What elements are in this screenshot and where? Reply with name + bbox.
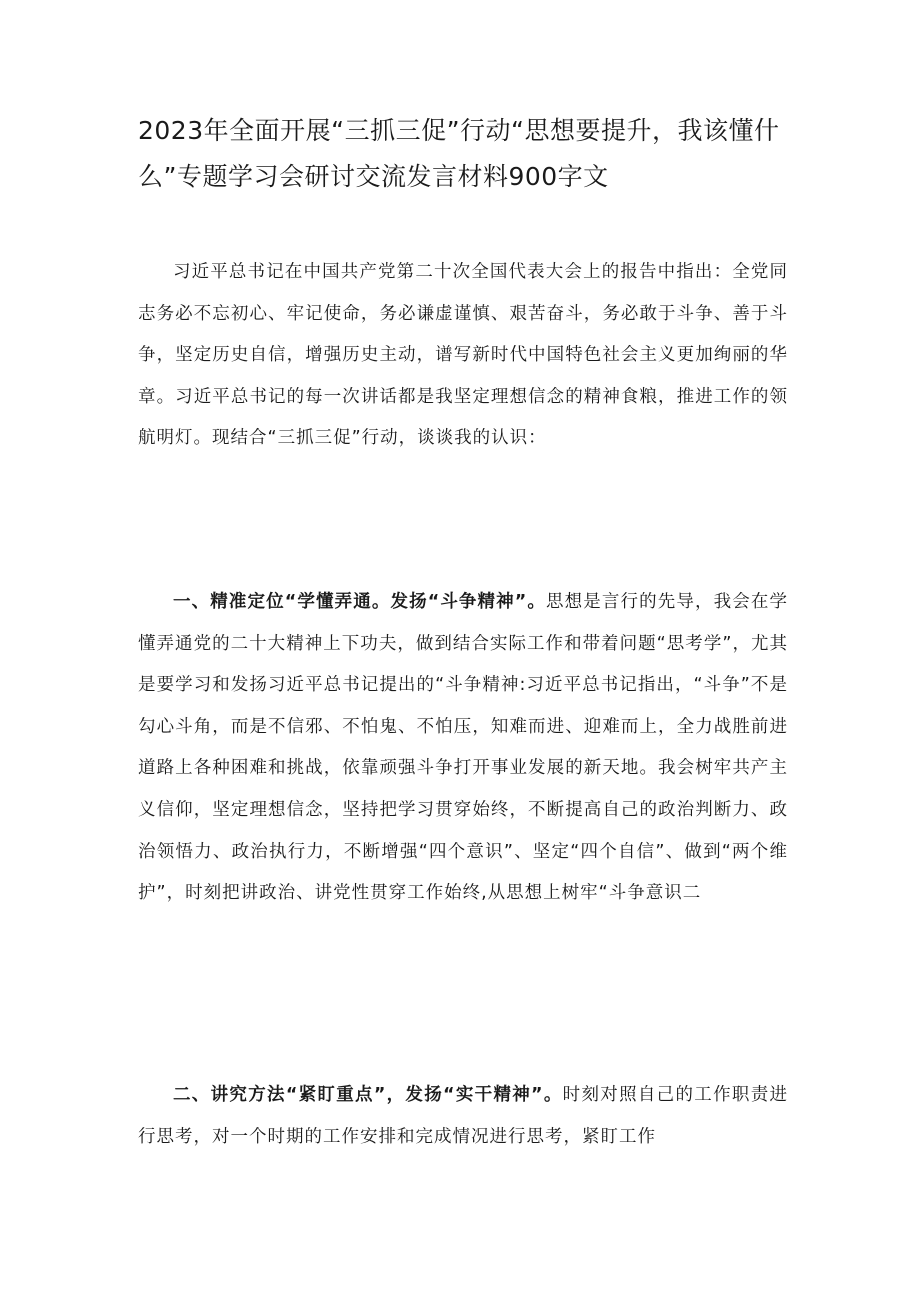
section-1-paragraph [138, 582, 788, 915]
intro-paragraph: 习近平总书记在中国共产党第二十次全国代表大会上的报告中指出：全党同志务必不忘初心、牢记使命，务必谦虚谨慎、艰苦奋斗，务必敢于斗争、善于斗争，坚定历史自信，增强历史主动，谱写新时代中国特色社会主义更加绚丽的华章。习近平总书记的每一次讲话都是我坚定理想信念的精神食粮，推进工作的领航明灯。现结合“三抓三促”行动，谈谈我的认识： [138, 262, 788, 449]
section-2-heading: 二、讲究方法“紧盯重点”，发扬“实干精神”。 [173, 1085, 563, 1105]
section-2-text: 时刻对照自己的工作职责进行思考，对一个时期的工作安排和完成情况进行思考，紧盯工作 [138, 1085, 788, 1147]
document-title: 2023年全面开展“三抓三促”行动“思想要提升，我该懂什么”专题学习会研讨交流发言材料900字文 [138, 116, 780, 191]
section-1-text: 思想是言行的先导，我会在学懂弄通党的二十大精神上下功夫，做到结合实际工作和带着问题“思考学”，尤其是要学习和发扬习近平总书记提出的“斗争精神:习近平总书记指出，“斗争”不是勾心斗角，而是不信邪、不怕鬼、不怕压，知难而进、迎难而上，全力战胜前进道路上各种困难和挑战，依靠顽强斗争打开事业发展的新天地。我会树牢共产主义信仰，坚定理想信念，坚持把学习贯穿始终，不断提高自己的政治判断力、政治领悟力、政治执行力，不断增强“四个意识”、坚定“四个自信”、做到“两个维护”，时刻把讲政治、讲党性贯穿工作始终,从思想上树牢“斗争意识二 [138, 592, 788, 904]
section-2-paragraph [138, 1075, 788, 1158]
section-1-heading: 一、精准定位“学懂弄通。发扬“斗争精神”。 [173, 592, 547, 612]
